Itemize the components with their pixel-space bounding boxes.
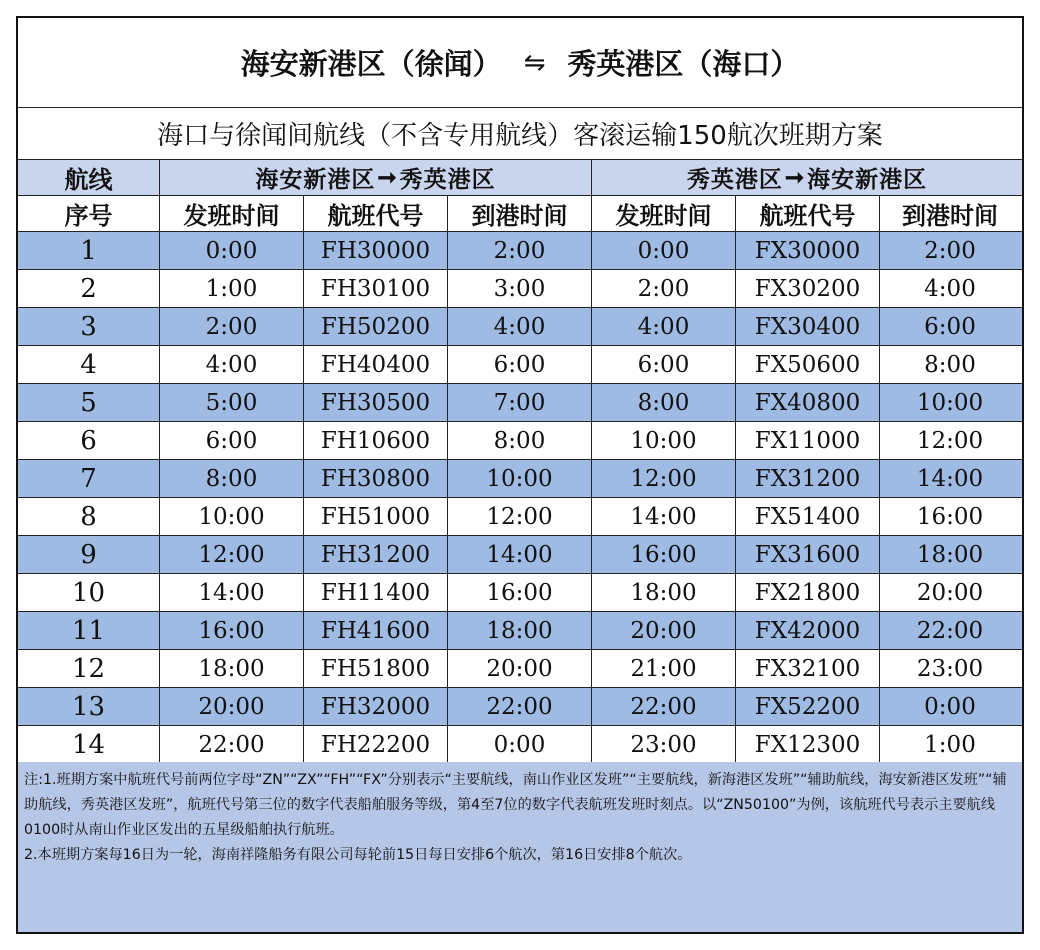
table-row	[18, 650, 1022, 688]
depart-time-b: 22:00	[592, 688, 736, 725]
flight-code-b: FX11000	[736, 422, 880, 459]
depart-time-b: 20:00	[592, 612, 736, 649]
table-row	[18, 232, 1022, 270]
table-row	[18, 460, 1022, 498]
table-row	[18, 498, 1022, 536]
col-header-depart-b: 发班时间	[592, 196, 736, 231]
group-header-haian-to-xiuying	[160, 160, 592, 195]
notes-section	[18, 762, 1022, 932]
arrive-time-b: 0:00	[924, 693, 976, 720]
flight-code-b: FX52200	[736, 688, 880, 725]
table-row	[18, 574, 1022, 612]
depart-time-b: 6:00	[592, 346, 736, 383]
arrive-time-b: 1:00	[924, 731, 976, 758]
depart-time-a: 22:00	[160, 726, 304, 763]
seq-header: 序号	[18, 196, 160, 231]
depart-time-a: 2:00	[160, 308, 304, 345]
depart-time-a: 0:00	[160, 232, 304, 269]
flight-code-a: FH30100	[304, 270, 448, 307]
arrive-time-b: 14:00	[916, 465, 984, 492]
flight-code-b: FX51400	[736, 498, 880, 535]
depart-time-a: 1:00	[160, 270, 304, 307]
arrive-time-a: 8:00	[448, 422, 592, 459]
seq-cell: 6	[18, 422, 160, 459]
schedule-subtitle: 海口与徐闻间航线（不含专用航线）客滚运输150航次班期方案	[18, 108, 1022, 160]
depart-time-a: 5:00	[160, 384, 304, 421]
arrive-time-b: 20:00	[916, 579, 984, 606]
table-row	[18, 308, 1022, 346]
flight-code-b: FX30400	[736, 308, 880, 345]
depart-time-b: 4:00	[592, 308, 736, 345]
arrive-time-a: 16:00	[448, 574, 592, 611]
col-header-depart-a: 发班时间	[160, 196, 304, 231]
seq-cell: 9	[18, 536, 160, 573]
seq-cell: 7	[18, 460, 160, 497]
depart-time-b: 21:00	[592, 650, 736, 687]
seq-cell: 10	[18, 574, 160, 611]
seq-cell: 1	[18, 232, 160, 269]
depart-time-a: 16:00	[160, 612, 304, 649]
arrive-time-a: 4:00	[448, 308, 592, 345]
arrive-time-b: 8:00	[924, 351, 976, 378]
flight-code-a: FH10600	[304, 422, 448, 459]
arrive-time-b: 4:00	[924, 275, 976, 302]
group-b-from: 秀英港区	[686, 166, 783, 193]
note-1: 注:1.班期方案中航班代号前两位字母“ZN”“ZX”“FH”“FX”分别表示“主要航线，南山作业区发班”“主要航线，新海港区发班”“辅助航线，海安新港区发班”“辅助航线，秀英港区发班”，航班代号第三位的数字代表船舶服务等级，第4至7位的数字代表航班发班时刻点。以“ZN50100”为例，该航班代号表示主要航线0100时从南山作业区发出的五星级船舶执行航班。	[24, 772, 1007, 838]
flight-code-a: FH32000	[304, 688, 448, 725]
depart-time-b: 16:00	[592, 536, 736, 573]
table-row	[18, 726, 1022, 764]
seq-cell: 11	[18, 612, 160, 649]
flight-code-b: FX12300	[736, 726, 880, 763]
arrive-time-a: 7:00	[448, 384, 592, 421]
arrive-time-a: 6:00	[448, 346, 592, 383]
seq-cell: 2	[18, 270, 160, 307]
depart-time-a: 14:00	[160, 574, 304, 611]
arrive-time-a: 20:00	[448, 650, 592, 687]
title-destination-port: 秀英港区（海口）	[567, 47, 800, 81]
col-header-arrive-b: 到港时间	[902, 202, 998, 230]
depart-time-b: 23:00	[592, 726, 736, 763]
flight-code-b: FX30000	[736, 232, 880, 269]
table-row	[18, 688, 1022, 726]
arrive-time-b: 6:00	[924, 313, 976, 340]
arrive-time-a: 18:00	[448, 612, 592, 649]
seq-cell: 3	[18, 308, 160, 345]
table-row	[18, 536, 1022, 574]
header-row-columns	[18, 196, 1022, 232]
flight-code-a: FH41600	[304, 612, 448, 649]
depart-time-b: 12:00	[592, 460, 736, 497]
title-origin-port: 海安新港区（徐闻）	[240, 47, 502, 81]
flight-code-a: FH30000	[304, 232, 448, 269]
arrive-time-b: 22:00	[916, 617, 984, 644]
depart-time-a: 8:00	[160, 460, 304, 497]
flight-code-a: FH31200	[304, 536, 448, 573]
seq-cell: 12	[18, 650, 160, 687]
group-a-to: 秀英港区	[399, 166, 496, 193]
depart-time-b: 18:00	[592, 574, 736, 611]
depart-time-a: 4:00	[160, 346, 304, 383]
arrive-time-a: 2:00	[448, 232, 592, 269]
flight-code-b: FX42000	[736, 612, 880, 649]
header-row-groups	[18, 160, 1022, 196]
table-row	[18, 384, 1022, 422]
arrive-time-b: 18:00	[916, 541, 984, 568]
right-arrow-icon: ➞	[784, 164, 806, 191]
seq-cell: 14	[18, 726, 160, 763]
depart-time-a: 6:00	[160, 422, 304, 459]
arrive-time-b: 16:00	[916, 503, 984, 530]
depart-time-b: 0:00	[592, 232, 736, 269]
table-row	[18, 346, 1022, 384]
col-header-arrive-a: 到港时间	[448, 196, 592, 231]
table-row	[18, 270, 1022, 308]
page-title	[18, 18, 1022, 108]
flight-code-b: FX21800	[736, 574, 880, 611]
seq-cell: 13	[18, 688, 160, 725]
flight-code-a: FH51000	[304, 498, 448, 535]
flight-code-a: FH51800	[304, 650, 448, 687]
depart-time-a: 12:00	[160, 536, 304, 573]
right-arrow-icon: ➞	[377, 164, 398, 191]
col-header-flight-b: 航班代号	[736, 196, 880, 231]
depart-time-a: 20:00	[160, 688, 304, 725]
note-2: 2.本班期方案每16日为一轮，海南祥隆船务有限公司每轮前15日每日安排6个航次，第16日安排8个航次。	[24, 847, 692, 863]
arrive-time-a: 3:00	[448, 270, 592, 307]
depart-time-b: 8:00	[592, 384, 736, 421]
depart-time-b: 2:00	[592, 270, 736, 307]
flight-code-a: FH50200	[304, 308, 448, 345]
arrive-time-a: 14:00	[448, 536, 592, 573]
flight-code-b: FX30200	[736, 270, 880, 307]
schedule-table-body	[18, 232, 1022, 764]
flight-code-a: FH40400	[304, 346, 448, 383]
flight-code-b: FX40800	[736, 384, 880, 421]
table-row	[18, 612, 1022, 650]
arrive-time-b: 10:00	[916, 389, 984, 416]
flight-code-b: FX31200	[736, 460, 880, 497]
schedule-sheet	[16, 16, 1024, 934]
group-a-from: 海安新港区	[255, 166, 376, 193]
group-header-xiuying-to-haian	[592, 160, 1022, 195]
arrive-time-a: 0:00	[448, 726, 592, 763]
seq-cell: 4	[18, 346, 160, 383]
depart-time-b: 10:00	[592, 422, 736, 459]
arrive-time-a: 22:00	[448, 688, 592, 725]
flight-code-b: FX31600	[736, 536, 880, 573]
seq-cell: 8	[18, 498, 160, 535]
depart-time-a: 18:00	[160, 650, 304, 687]
col-header-flight-a: 航班代号	[304, 196, 448, 231]
flight-code-a: FH22200	[304, 726, 448, 763]
flight-code-a: FH30800	[304, 460, 448, 497]
flight-code-a: FH30500	[304, 384, 448, 421]
arrive-time-b: 2:00	[924, 237, 976, 264]
arrive-time-a: 10:00	[448, 460, 592, 497]
flight-code-b: FX50600	[736, 346, 880, 383]
arrive-time-b: 12:00	[916, 427, 984, 454]
arrive-time-a: 12:00	[448, 498, 592, 535]
depart-time-a: 10:00	[160, 498, 304, 535]
flight-code-b: FX32100	[736, 650, 880, 687]
route-header: 航线	[18, 160, 160, 195]
depart-time-b: 14:00	[592, 498, 736, 535]
seq-cell: 5	[18, 384, 160, 421]
arrive-time-b: 23:00	[916, 655, 984, 682]
bidirectional-arrow-icon: ⇋	[523, 47, 546, 78]
table-row	[18, 422, 1022, 460]
flight-code-a: FH11400	[304, 574, 448, 611]
group-b-to: 海安新港区	[807, 166, 928, 193]
